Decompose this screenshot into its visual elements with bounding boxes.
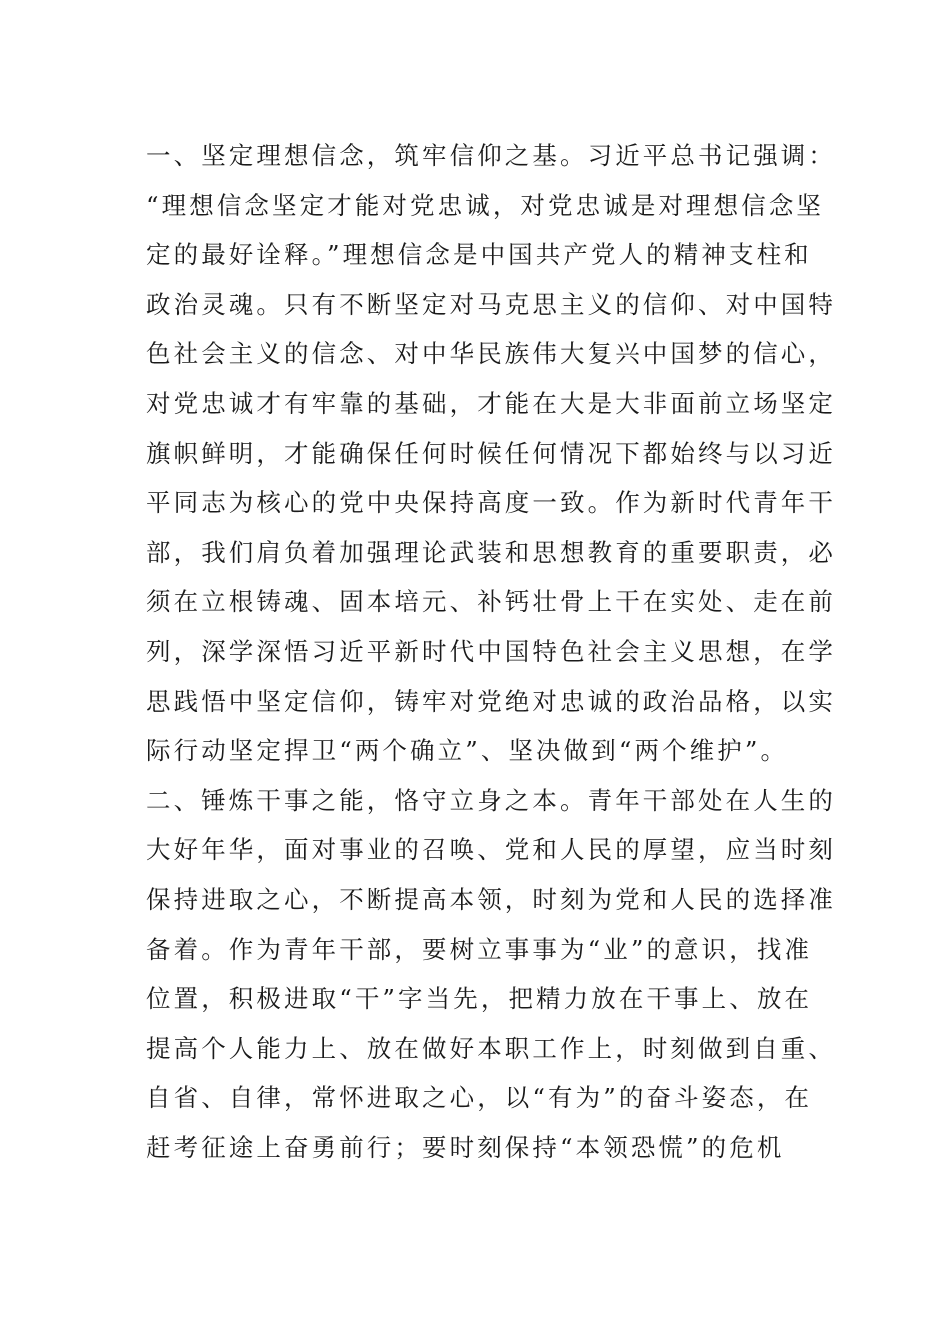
text-line-3: 定的最好诠释。”理想信念是中国共产党人的精神支柱和 [146,240,812,270]
text-line-19: 提高个人能力上、放在做好本职工作上，时刻做到自重、 [146,1033,836,1063]
text-line-8: 平同志为核心的党中央保持高度一致。作为新时代青年干 [146,488,836,518]
text-line-6: 对党忠诚才有牢靠的基础，才能在大是大非面前立场坚定 [146,388,836,418]
text-line-21: 赶考征途上奋勇前行；要时刻保持“本领恐慌”的危机 [146,1132,785,1162]
document-body [146,131,836,1172]
text-line-12: 思践悟中坚定信仰，铸牢对党绝对忠诚的政治品格，以实 [146,686,836,716]
text-line-17: 备着。作为青年干部，要树立事事为“业”的意识，找准 [146,934,813,964]
text-line-2: “理想信念坚定才能对党忠诚，对党忠诚是对理想信念坚 [146,190,825,220]
text-line-15: 大好年华，面对事业的召唤、党和人民的厚望，应当时刻 [146,835,836,865]
text-line-4: 政治灵魂。只有不断坚定对马克思主义的信仰、对中国特 [146,289,836,319]
text-line-10: 须在立根铸魂、固本培元、补钙壮骨上干在实处、走在前 [146,587,836,617]
text-line-13: 际行动坚定捍卫“两个确立”、坚决做到“两个维护”。 [146,736,789,766]
text-line-14: 二、锤炼干事之能，恪守立身之本。青年干部处在人生的 [146,785,836,815]
text-line-5: 色社会主义的信念、对中华民族伟大复兴中国梦的信心， [146,339,836,369]
text-line-20: 自省、自律，常怀进取之心，以“有为”的奋斗姿态，在 [146,1083,813,1113]
text-line-11: 列，深学深悟习近平新时代中国特色社会主义思想，在学 [146,636,836,666]
text-line-1: 一、坚定理想信念，筑牢信仰之基。习近平总书记强调： [146,141,836,170]
text-line-9: 部，我们肩负着加强理论武装和思想教育的重要职责，必 [146,537,836,567]
text-line-18: 位置，积极进取“干”字当先，把精力放在干事上、放在 [146,984,813,1014]
text-line-16: 保持进取之心，不断提高本领，时刻为党和人民的选择准 [146,884,836,914]
text-line-7: 旗帜鲜明，才能确保任何时候任何情况下都始终与以习近 [146,438,836,468]
